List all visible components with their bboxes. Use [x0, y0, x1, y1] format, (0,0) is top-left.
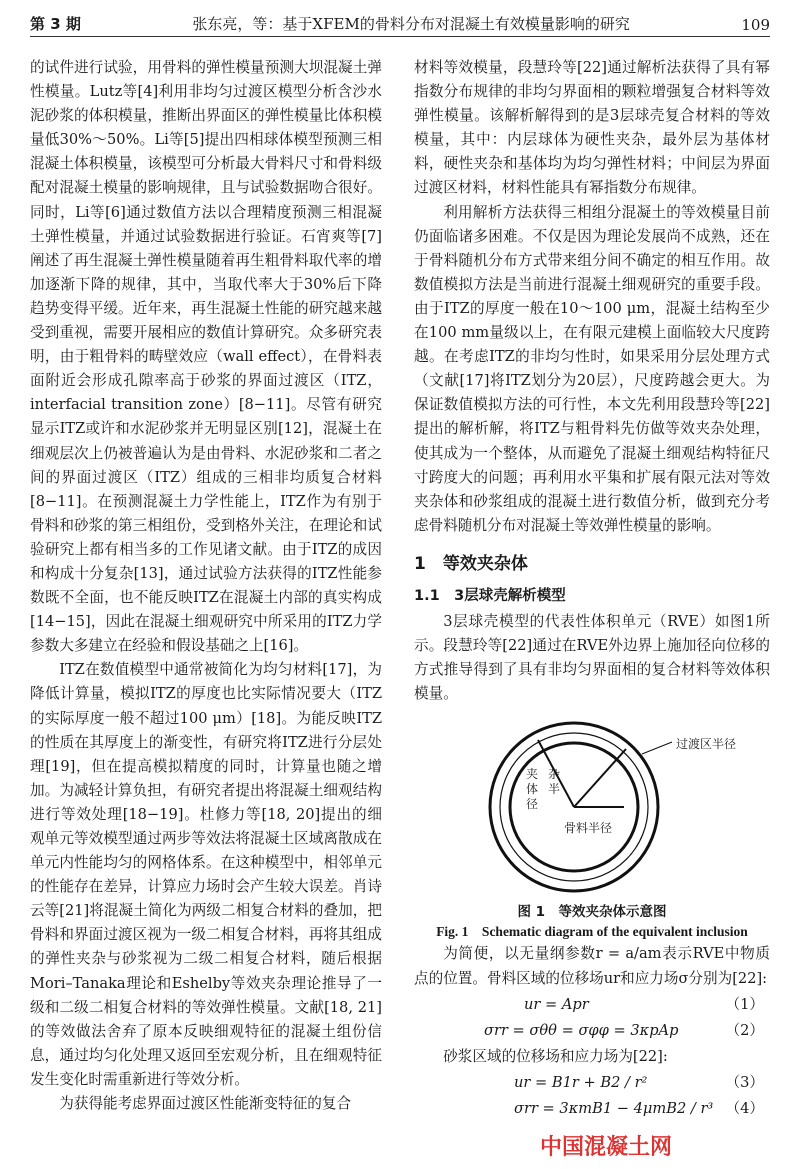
right-column	[414, 56, 770, 1123]
figure-caption-cn: 图 1 等效夹杂体示意图	[517, 904, 667, 921]
equation-2	[414, 1019, 770, 1043]
equation-number: （4）	[725, 1100, 764, 1117]
figure-1	[414, 712, 770, 902]
label-inclusion-radius: 夹杂体半径	[526, 767, 560, 812]
figure-caption-en: Fig. 1 Schematic diagram of the equivalent inclusion	[436, 924, 748, 940]
watermark: 中国混凝土网	[540, 1135, 673, 1160]
paragraph: 材料等效模量，段慧玲等[22]通过解析法获得了具有幂指数分布规律的非均匀界面相的颗粒增强复合材料等效弹性模量。该解析解得到的是3层球壳复合材料的等效模量，其中：内层球体为硬性夹杂，最外层为基体材料，硬性夹杂和基体均为均匀弹性材料；中间层为界面过渡区材料，材料性能具有幂指数分布规律。	[414, 59, 770, 197]
running-header	[30, 6, 770, 34]
paragraph: 为简便，以无量纲参数r = a/am表示RVE中物质点的位置。骨料区域的位移场ur和应力场σ分别为[22]:	[414, 945, 770, 987]
paragraph: 为获得能考虑界面过渡区性能渐变特征的复合	[59, 1095, 352, 1113]
header-rule	[30, 36, 770, 37]
paragraph: 砂浆区域的位移场和应力场为[22]:	[443, 1047, 668, 1065]
paragraph: 3层球壳模型的代表性体积单元（RVE）如图1所示。段慧玲等[22]通过在RVE外边界上施加径向位移的方式推导得到了具有非均匀界面相的复合材料等效体积模量。	[414, 613, 770, 703]
subsection-heading: 1.1 3层球壳解析模型	[414, 587, 566, 604]
paragraph: 利用解析方法获得三相组分混凝土的等效模量目前仍面临诸多困难。不仅是因为理论发展尚不成熟，还在于骨料随机分布方式带来组分间不确定的相互作用。故数值模拟方法是当前进行混凝土细观研究的重要手段。由于ITZ的厚度一般在10～100 μm，混凝土结构至少在100 mm量级以上，在有限元建模上面临较大尺度跨越。在考虑ITZ的非均匀性时，如果采用分层处理方式（文献[17]将ITZ划分为20层），尺度跨越会更大。为保证数值模拟方法的可行性，本文先利用段慧玲等[22]提出的解析解，将ITZ与粗骨料先仿做等效夹杂处理，使其成为一个整体，从而避免了混凝土细观结构特征尺寸跨度大的问题；再利用水平集和扩展有限元法对等效夹杂体和砂浆组成的混凝土进行数值分析，做到充分考虑骨料随机分布对混凝土等效弹性模量的影响。	[414, 203, 770, 534]
paragraph: ITZ在数值模型中通常被简化为均匀材料[17]，为降低计算量，模拟ITZ的厚度也比实际情况要大（ITZ的实际厚度一般不超过100 μm）[18]。为能反映ITZ的性质在其厚度上的渐变性，有研究将ITZ进行分层处理[19]，但在提高模拟精度的同时，计算量也随之增加。为减轻计算负担，有研究者提出将混凝土细观结构进行等效处理[18−19]。杜修力等[18, 20]提出的细观单元等效模型通过两步等效法将混凝土区域离散成在单元内性能均匀的网格体系。在这种模型中，相邻单元的性能存在差异，计算应力场时会产生较大误差。肖诗云等[21]将混凝土简化为两级二相复合材料的叠加，把骨料和界面过渡区视为一级二相复合材料，再将其组成的弹性夹杂与砂浆视为二级二相复合材料，随后根据Mori–Tanaka理论和Eshelby等效夹杂理论推导了一级和二级二相复合材料的等效弹性模量。文献[18, 21]的等效做法舍弃了原本反映细观特征的混凝土组份信息，通过均匀化处理又返回至宏观分析，且在细观特征发生变化时需重新进行等效分析。	[30, 661, 382, 1088]
equation-number: （3）	[725, 1073, 764, 1091]
label-aggregate-radius: 骨料半径	[564, 821, 613, 836]
section-heading: 1 等效夹杂体	[414, 553, 528, 574]
equation-expression: σrr = σθθ = σφφ = 3κpAp	[484, 1021, 679, 1039]
issue-number: 第 3 期	[30, 15, 81, 33]
equation-number: （2）	[725, 1021, 764, 1039]
equation-1	[414, 993, 770, 1017]
header-title: 张东亮，等：基于XFEM的骨料分布对混凝土有效模量影响的研究	[192, 15, 630, 33]
paragraph: 的试件进行试验，用骨料的弹性模量预测大坝混凝土弹性模量。Lutz等[4]利用非均匀过渡区模型分析含沙水泥砂浆的体积模量，推断出界面区的弹性模量比体积模量低30%～50%。Li等[5]提出四相球体模型预测三相混凝土体积模量，该模型可分析最大骨料尺寸和骨料级配对混凝土模量的影响规律，且与试验数据吻合很好。同时，Li等[6]通过数值方法以合理精度预测三相混凝土弹性模量，并通过试验数据进行验证。石宵爽等[7]阐述了再生混凝土弹性模量随着再生粗骨料取代率的增加逐渐下降的规律，其中，当取代率大于30%后下降趋势变得平缓。近年来，再生混凝土性能的研究越来越受到重视，需要开展相应的数值计算研究。众多研究表明，由于粗骨料的畴壁效应（wall effect），在骨料表面附近会形成孔隙率高于砂浆的界面过渡区（ITZ，interfacial transition zone）[8−11]。尽管有研究显示ITZ或许和水泥砂浆并无明显区别[12]，混凝土在细观层次上仍被普遍认为是由骨料、水泥砂浆和二者之间的界面过渡区（ITZ）组成的三相非均质复合材料[8−11]。在预测混凝土力学性能上，ITZ作为有别于骨料和砂浆的第三相组份，受到格外关注，在理论和试验研究上都有相当多的工作见诸文献。由于ITZ的成因和构成十分复杂[13]，通过试验方法获得的ITZ性能参数既不全面，也不能反映ITZ在混凝土内部的真实构成[14−15]，因此在混凝土细观研究中所采用的ITZ力学参数大多建立在经验和假设基础之上[16]。	[30, 59, 382, 655]
equation-expression: ur = Apr	[524, 995, 589, 1013]
equation-4	[414, 1097, 770, 1121]
equation-expression: ur = B1r + B2 / r²	[514, 1073, 648, 1091]
equation-expression: σrr = 3κmB1 − 4μmB2 / r³	[514, 1100, 714, 1117]
left-column	[30, 56, 382, 1116]
equation-3	[414, 1071, 770, 1095]
page-number: 109	[741, 16, 770, 34]
equation-number: （1）	[725, 995, 764, 1013]
label-itz-radius: 过渡区半径	[676, 737, 737, 752]
